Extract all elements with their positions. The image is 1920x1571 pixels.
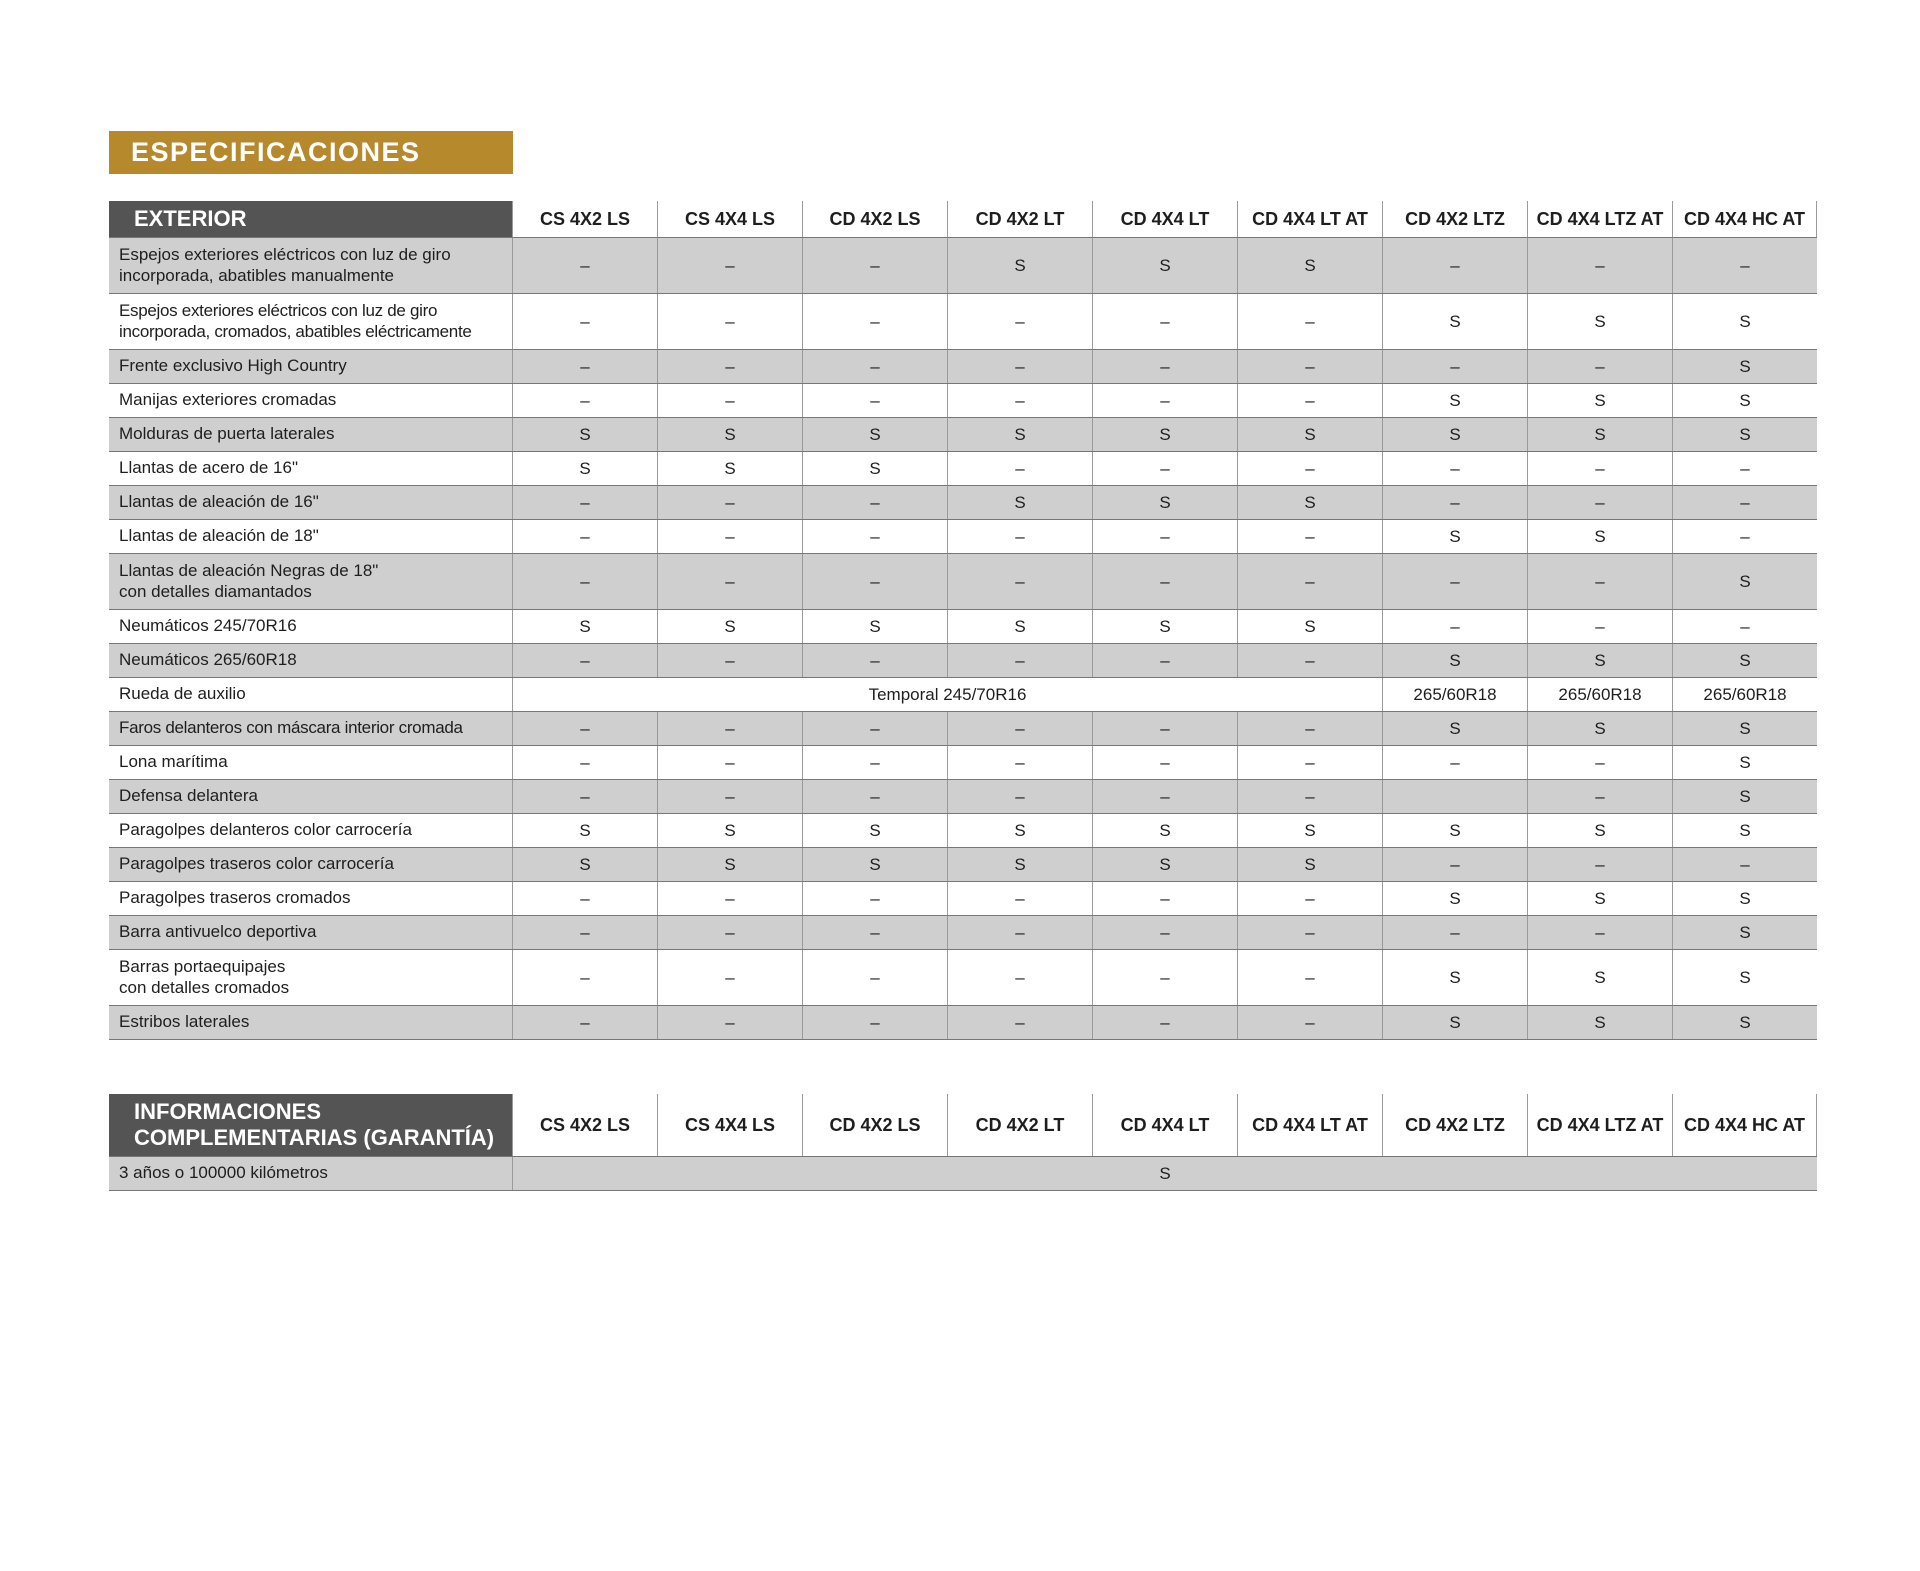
cell-value: S <box>1527 384 1672 417</box>
cell-value: – <box>1527 238 1672 293</box>
cell-value: S <box>1527 520 1672 553</box>
cell-value: S <box>1672 384 1817 417</box>
cell-value: – <box>802 950 947 1005</box>
column-header: CD 4X4 LT AT <box>1237 1094 1382 1156</box>
cell-value: – <box>947 350 1092 383</box>
cell-value: – <box>512 746 657 779</box>
cell-value: – <box>1237 384 1382 417</box>
cell-value: – <box>947 882 1092 915</box>
cell-value-span: Temporal 245/70R16 <box>512 678 1382 711</box>
garantia-header-row <box>109 1094 1817 1156</box>
row-label: Lona marítima <box>119 752 228 772</box>
table-row <box>109 294 1817 350</box>
cell-value: – <box>802 238 947 293</box>
table-row <box>109 1156 1817 1191</box>
table-row <box>109 644 1817 678</box>
cell-value: S <box>802 814 947 847</box>
cell-value: – <box>1237 520 1382 553</box>
cell-value: S <box>1237 238 1382 293</box>
column-header: CS 4X4 LS <box>657 1094 802 1156</box>
cell-value: – <box>512 882 657 915</box>
cell-value: – <box>802 384 947 417</box>
cell-value: – <box>802 486 947 519</box>
cell-value: – <box>802 712 947 745</box>
cell-value: – <box>947 554 1092 609</box>
row-label: Barras portaequipajes con detalles cromados <box>119 957 290 997</box>
cell-value: – <box>1092 294 1237 349</box>
cell-value: S <box>1237 814 1382 847</box>
cell-value: – <box>947 950 1092 1005</box>
cell-value: S <box>1237 848 1382 881</box>
cell-value: – <box>1527 746 1672 779</box>
cell-value: – <box>512 384 657 417</box>
cell-value: – <box>657 384 802 417</box>
table-row <box>109 554 1817 610</box>
cell-value: – <box>657 712 802 745</box>
table-row <box>109 814 1817 848</box>
cell-value: – <box>947 1006 1092 1039</box>
cell-value: – <box>1527 916 1672 949</box>
table-row <box>109 882 1817 916</box>
cell-value: – <box>512 520 657 553</box>
cell-value: – <box>1237 950 1382 1005</box>
cell-value: – <box>657 238 802 293</box>
row-label: Molduras de puerta laterales <box>119 424 335 444</box>
cell-value: – <box>947 520 1092 553</box>
cell-value: – <box>657 780 802 813</box>
column-header: CD 4X4 LT AT <box>1237 201 1382 237</box>
cell-value: S <box>1382 712 1527 745</box>
column-header: CD 4X4 LTZ AT <box>1527 1094 1672 1156</box>
cell-value: S <box>1382 418 1527 451</box>
column-header: CS 4X2 LS <box>512 201 657 237</box>
cell-value: – <box>512 644 657 677</box>
cell-value: – <box>1672 848 1817 881</box>
table-row <box>109 486 1817 520</box>
table-row <box>109 916 1817 950</box>
cell-value: S <box>657 418 802 451</box>
cell-value: – <box>1237 554 1382 609</box>
column-header: CD 4X2 LTZ <box>1382 201 1527 237</box>
cell-value: S <box>802 848 947 881</box>
cell-value: – <box>947 294 1092 349</box>
cell-value: S <box>657 610 802 643</box>
row-label: Llantas de aleación de 18" <box>119 526 319 546</box>
cell-value: – <box>947 452 1092 485</box>
cell-value: – <box>657 916 802 949</box>
cell-value: – <box>802 780 947 813</box>
row-label: Paragolpes delanteros color carrocería <box>119 820 412 840</box>
cell-value: S <box>1672 554 1817 609</box>
cell-value: – <box>1527 848 1672 881</box>
cell-value: – <box>1237 916 1382 949</box>
table-row <box>109 950 1817 1006</box>
cell-value: – <box>947 780 1092 813</box>
cell-value: – <box>657 350 802 383</box>
row-label: Barra antivuelco deportiva <box>119 922 317 942</box>
cell-value: – <box>947 746 1092 779</box>
cell-value: 265/60R18 <box>1382 678 1527 711</box>
cell-value: – <box>512 916 657 949</box>
cell-value: S <box>1092 848 1237 881</box>
cell-value: S <box>1527 1006 1672 1039</box>
cell-value: S <box>1672 814 1817 847</box>
cell-value: S <box>802 610 947 643</box>
cell-value: – <box>1092 644 1237 677</box>
cell-value <box>1382 780 1527 813</box>
cell-value: – <box>1527 554 1672 609</box>
cell-value: S <box>1527 644 1672 677</box>
table-row <box>109 678 1817 712</box>
cell-value: – <box>802 294 947 349</box>
cell-value: S <box>657 814 802 847</box>
column-header: CD 4X4 LTZ AT <box>1527 201 1672 237</box>
cell-value: S <box>512 418 657 451</box>
cell-value: S <box>1237 486 1382 519</box>
cell-value: – <box>1672 452 1817 485</box>
cell-value: S <box>1672 294 1817 349</box>
cell-value: – <box>512 350 657 383</box>
cell-value: – <box>1527 610 1672 643</box>
row-label: Rueda de auxilio <box>119 684 246 704</box>
cell-value: S <box>947 848 1092 881</box>
section-header-line: INFORMACIONES <box>134 1098 321 1124</box>
table-row <box>109 1006 1817 1040</box>
cell-value: – <box>947 644 1092 677</box>
cell-value: S <box>802 452 947 485</box>
cell-value: – <box>512 780 657 813</box>
cell-value: – <box>947 712 1092 745</box>
cell-value: – <box>1092 882 1237 915</box>
row-label: Espejos exteriores eléctricos con luz de giro incorporada, abatibles manualmente <box>119 245 451 285</box>
table-row <box>109 520 1817 554</box>
cell-value: – <box>657 644 802 677</box>
cell-value: – <box>1092 350 1237 383</box>
cell-value: S <box>947 418 1092 451</box>
cell-value: – <box>512 950 657 1005</box>
cell-value: – <box>657 294 802 349</box>
section-header-exterior: EXTERIOR <box>109 201 512 237</box>
cell-value: S <box>947 814 1092 847</box>
cell-value: S <box>1672 1006 1817 1039</box>
cell-value: – <box>802 350 947 383</box>
cell-value: S <box>1092 418 1237 451</box>
cell-value: – <box>657 882 802 915</box>
cell-value: – <box>512 238 657 293</box>
cell-value: – <box>1237 712 1382 745</box>
table-row <box>109 712 1817 746</box>
cell-value: S <box>1527 882 1672 915</box>
cell-value: – <box>1237 452 1382 485</box>
page-title: ESPECIFICACIONES <box>109 131 513 174</box>
cell-value: – <box>1382 238 1527 293</box>
cell-value: – <box>657 486 802 519</box>
cell-value: S <box>1527 712 1672 745</box>
cell-value: S <box>1382 294 1527 349</box>
cell-value: – <box>512 1006 657 1039</box>
cell-value: – <box>1382 916 1527 949</box>
cell-value: – <box>1237 644 1382 677</box>
row-label: Neumáticos 245/70R16 <box>119 616 297 636</box>
cell-value: – <box>657 1006 802 1039</box>
cell-value: – <box>802 746 947 779</box>
cell-value: S <box>1092 814 1237 847</box>
cell-value: S <box>512 814 657 847</box>
row-label: Frente exclusivo High Country <box>119 356 347 376</box>
cell-value: S <box>657 452 802 485</box>
cell-value: – <box>657 520 802 553</box>
cell-value: – <box>1672 486 1817 519</box>
cell-value: S <box>1382 520 1527 553</box>
cell-value: S <box>1527 814 1672 847</box>
cell-value: S <box>512 1157 1817 1190</box>
cell-value: – <box>1672 610 1817 643</box>
cell-value: – <box>802 520 947 553</box>
cell-value: – <box>1672 238 1817 293</box>
cell-value: S <box>1672 916 1817 949</box>
cell-value: – <box>1092 746 1237 779</box>
exterior-spec-table <box>109 201 1817 1040</box>
column-header: CD 4X2 LT <box>947 1094 1092 1156</box>
table-row <box>109 452 1817 486</box>
cell-value: S <box>1382 814 1527 847</box>
cell-value: – <box>1382 452 1527 485</box>
cell-value: – <box>1527 780 1672 813</box>
cell-value: S <box>512 452 657 485</box>
cell-value: 265/60R18 <box>1672 678 1817 711</box>
cell-value: S <box>1092 486 1237 519</box>
column-header: CD 4X4 LT <box>1092 201 1237 237</box>
cell-value: – <box>1527 452 1672 485</box>
cell-value: S <box>1672 350 1817 383</box>
cell-value: S <box>947 486 1092 519</box>
column-header: CD 4X4 HC AT <box>1672 1094 1817 1156</box>
row-label: Neumáticos 265/60R18 <box>119 650 297 670</box>
cell-value: – <box>1527 486 1672 519</box>
cell-value: – <box>1382 746 1527 779</box>
cell-value: S <box>1237 610 1382 643</box>
cell-value: – <box>1092 452 1237 485</box>
column-header: CD 4X2 LS <box>802 1094 947 1156</box>
cell-value: – <box>1672 520 1817 553</box>
cell-value: S <box>1382 644 1527 677</box>
cell-value: – <box>802 916 947 949</box>
row-label: Faros delanteros con máscara interior cromada <box>119 718 463 738</box>
cell-value: S <box>1382 1006 1527 1039</box>
cell-value: S <box>1382 384 1527 417</box>
row-label: Estribos laterales <box>119 1012 250 1032</box>
cell-value: – <box>512 486 657 519</box>
row-label: Manijas exteriores cromadas <box>119 390 337 410</box>
cell-value: S <box>1672 746 1817 779</box>
cell-value: – <box>657 950 802 1005</box>
cell-value: – <box>802 882 947 915</box>
cell-value: – <box>1092 712 1237 745</box>
column-header: CD 4X2 LTZ <box>1382 1094 1527 1156</box>
table-row <box>109 418 1817 452</box>
row-label: Paragolpes traseros cromados <box>119 888 351 908</box>
cell-value: – <box>1237 294 1382 349</box>
table-row <box>109 848 1817 882</box>
table-row <box>109 350 1817 384</box>
column-header: CS 4X4 LS <box>657 201 802 237</box>
cell-value: S <box>1092 610 1237 643</box>
column-header: CS 4X2 LS <box>512 1094 657 1156</box>
row-label: Espejos exteriores eléctricos con luz de giro incorporada, cromados, abatibles eléctricamente <box>119 301 472 341</box>
column-header: CD 4X4 LT <box>1092 1094 1237 1156</box>
cell-value: S <box>1527 950 1672 1005</box>
table-row <box>109 780 1817 814</box>
row-label: 3 años o 100000 kilómetros <box>119 1163 328 1183</box>
cell-value: S <box>512 848 657 881</box>
column-header: CD 4X2 LT <box>947 201 1092 237</box>
table-row <box>109 384 1817 418</box>
cell-value: S <box>1382 950 1527 1005</box>
cell-value: – <box>1237 780 1382 813</box>
section-header-line: COMPLEMENTARIAS (GARANTÍA) <box>134 1125 495 1150</box>
cell-value: S <box>1092 238 1237 293</box>
cell-value: – <box>657 746 802 779</box>
cell-value: S <box>1672 882 1817 915</box>
cell-value: S <box>1672 950 1817 1005</box>
row-label: Llantas de aleación Negras de 18" con detalles diamantados <box>119 561 379 601</box>
cell-value: – <box>512 294 657 349</box>
cell-value: – <box>802 554 947 609</box>
cell-value: – <box>1092 520 1237 553</box>
cell-value: S <box>1672 712 1817 745</box>
cell-value: – <box>1092 554 1237 609</box>
cell-value: S <box>947 238 1092 293</box>
cell-value: – <box>1382 610 1527 643</box>
exterior-rows <box>109 237 1817 1040</box>
cell-value: S <box>947 610 1092 643</box>
cell-value: S <box>512 610 657 643</box>
cell-value: – <box>1382 848 1527 881</box>
cell-value: S <box>1672 418 1817 451</box>
cell-value: – <box>802 1006 947 1039</box>
cell-value: – <box>1382 350 1527 383</box>
cell-value: – <box>1237 350 1382 383</box>
cell-value: – <box>1092 1006 1237 1039</box>
cell-value: – <box>1382 486 1527 519</box>
cell-value: – <box>1092 950 1237 1005</box>
column-header: CD 4X2 LS <box>802 201 947 237</box>
cell-value: S <box>1672 644 1817 677</box>
cell-value: – <box>512 554 657 609</box>
cell-value: – <box>1092 780 1237 813</box>
cell-value: – <box>1382 554 1527 609</box>
cell-value: – <box>1092 384 1237 417</box>
cell-value: S <box>1527 418 1672 451</box>
column-header: CD 4X4 HC AT <box>1672 201 1817 237</box>
cell-value: – <box>657 554 802 609</box>
cell-value: S <box>1237 418 1382 451</box>
cell-value: – <box>1092 916 1237 949</box>
row-label: Paragolpes traseros color carrocería <box>119 854 394 874</box>
table-row <box>109 610 1817 644</box>
cell-value: – <box>947 916 1092 949</box>
row-label: Defensa delantera <box>119 786 258 806</box>
table-row <box>109 237 1817 294</box>
cell-value: – <box>1237 882 1382 915</box>
cell-value: S <box>1672 780 1817 813</box>
row-label: Llantas de aleación de 16" <box>119 492 319 512</box>
cell-value: – <box>1237 746 1382 779</box>
garantia-spec-table <box>109 1094 1817 1191</box>
cell-value: S <box>657 848 802 881</box>
cell-value: S <box>802 418 947 451</box>
cell-value: S <box>1527 294 1672 349</box>
cell-value: S <box>1382 882 1527 915</box>
row-label: Llantas de acero de 16" <box>119 458 298 478</box>
cell-value: – <box>512 712 657 745</box>
cell-value: – <box>947 384 1092 417</box>
cell-value: 265/60R18 <box>1527 678 1672 711</box>
cell-value: – <box>1237 1006 1382 1039</box>
section-header-garantia <box>109 1094 512 1156</box>
cell-value: – <box>1527 350 1672 383</box>
cell-value: – <box>802 644 947 677</box>
table-row <box>109 746 1817 780</box>
exterior-header-row <box>109 201 1817 237</box>
